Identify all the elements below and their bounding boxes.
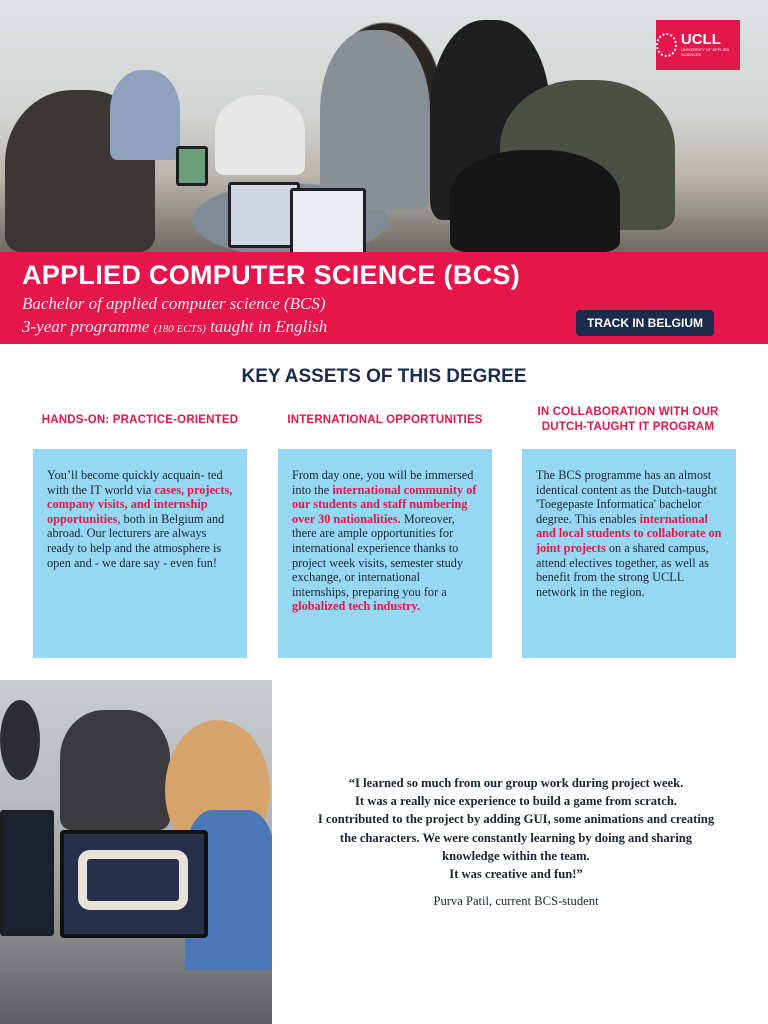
asset-heading-hands-on: HANDS-ON: PRACTICE-ORIENTED: [41, 414, 239, 426]
laptop: [0, 810, 54, 936]
track-badge: TRACK IN BELGIUM: [576, 310, 714, 336]
ucll-logo-text: UCLL UNIVERSITY OF APPLIED SCIENCES: [680, 31, 730, 57]
student-figure: [110, 70, 180, 160]
laptop-game-screen: [60, 830, 208, 938]
testimonial-quote: “I learned so much from our group work during project week. It was a really nice experience to build a game from scratch. I contributed to the project by adding GUI, some animations and creating the characters. We were constantly learning by doing and sharing knowledge within the team. It was creative and fun!”: [317, 776, 715, 882]
programme-info: 3-year programme (180 ECTS) taught in English: [22, 317, 328, 336]
ucll-logo: [656, 20, 740, 70]
degree-subtitle: Bachelor of applied computer science (BCS): [22, 294, 326, 313]
asset-box-hands-on: You’ll become quickly acquain- ted with the IT world via cases, projects, company visits, and internship opportunities, both in Belgium and abroad. Our lecturers are always ready to help and the atmosphere is open and - we dare say - even fun!: [33, 449, 247, 658]
hero-photo: [0, 0, 768, 252]
student-figure: [215, 95, 305, 175]
laptop: [176, 146, 208, 186]
game-track-graphic: [78, 850, 188, 910]
student-figure: [60, 710, 170, 830]
asset-box-collaboration: The BCS programme has an almost identical content as the Dutch-taught 'Toegepaste Informatica' bachelor degree. This enables international and local students to collaborate on joint projects on a shared campus, attend electives together, as well as benefit from the strong UCLL network in the region.: [522, 449, 736, 658]
student-figure: [450, 150, 620, 252]
asset-heading-international: INTERNATIONAL OPPORTUNITIES: [287, 414, 483, 426]
laptop: [290, 188, 366, 256]
ucll-logo-mark-icon: [656, 33, 677, 57]
key-assets-title: KEY ASSETS OF THIS DEGREE: [241, 366, 527, 387]
asset-box-international: From day one, you will be immersed into the international community of our students and staff numbering over 30 nationalities. Moreover, there are ample opportunities for international experience thanks to project week visits, semester study exchange, or international internships, preparing you for a globalized tech industry.: [278, 449, 492, 658]
asset-heading-collaboration: IN COLLABORATION WITH OUR DUTCH-TAUGHT IT PROGRAM: [537, 406, 719, 433]
title-banner: [0, 252, 768, 344]
page-title: APPLIED COMPUTER SCIENCE (BCS): [22, 260, 521, 290]
testimonial-author: Purva Patil, current BCS-student: [433, 894, 599, 908]
student-figure: [320, 30, 430, 210]
student-figure: [0, 700, 40, 780]
student-photo: [0, 680, 272, 1024]
